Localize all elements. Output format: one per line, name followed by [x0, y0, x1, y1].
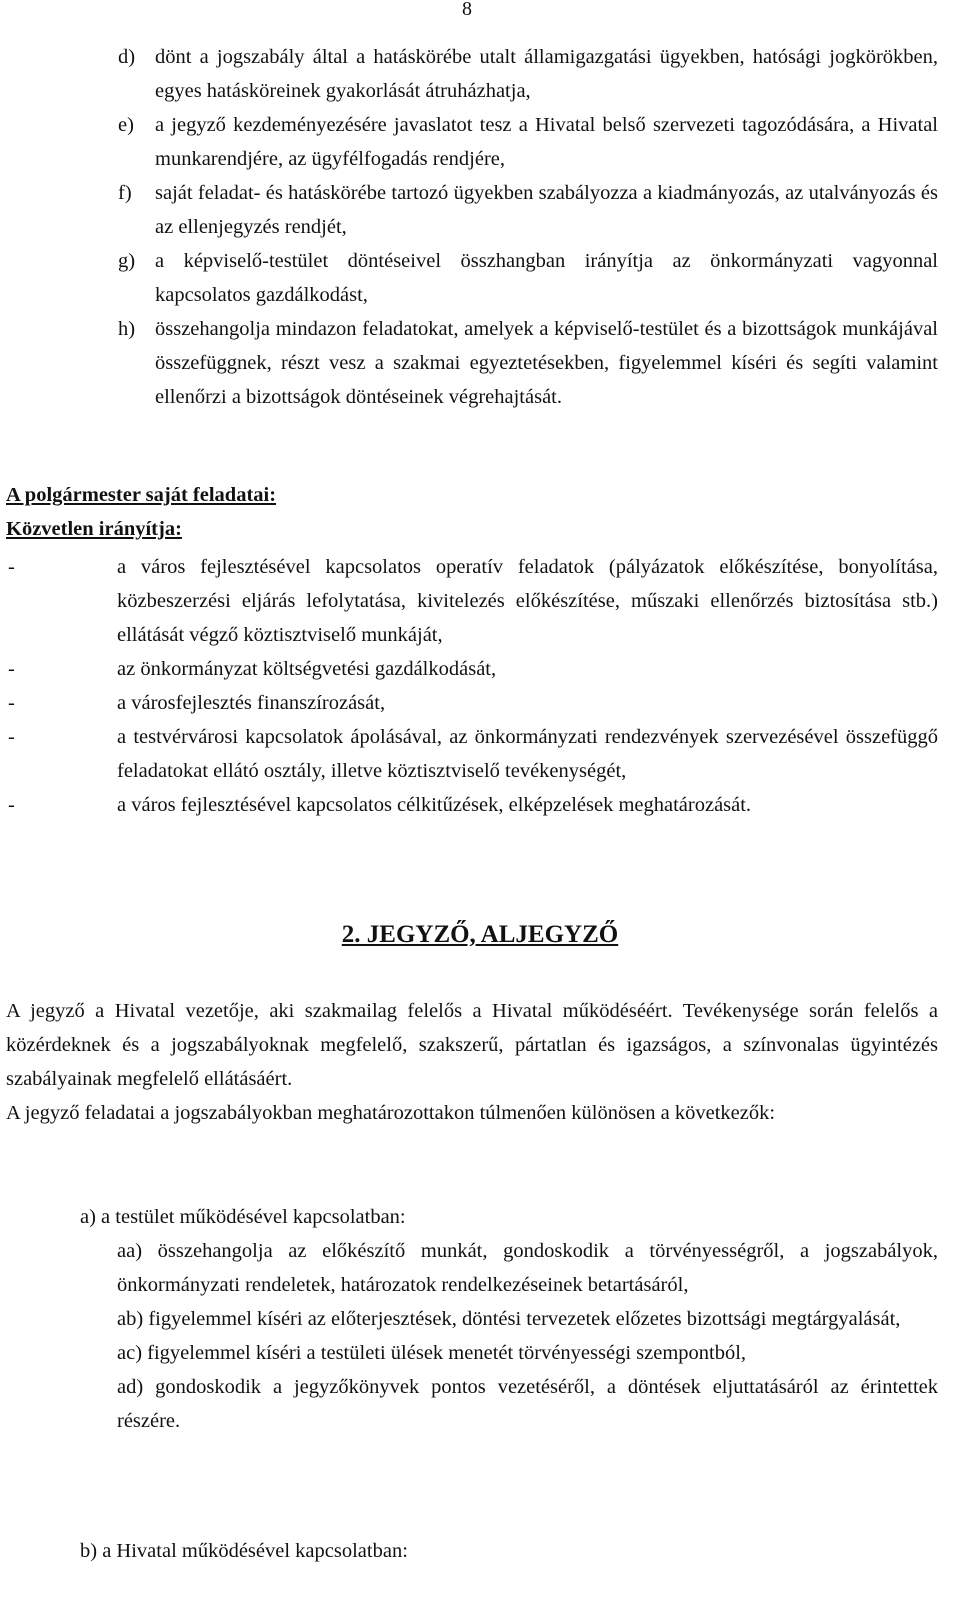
list-item	[0, 720, 960, 788]
list-item-body: összehangolja az előkészítő munkát, gondoskodik a törvényességről, a jogszabályok, önkormányzati rendeletek, határozatok rendelkezéseinek betartásáról,	[117, 1240, 939, 1296]
subsection-title: a) a testület működésével kapcsolatban:	[80, 1206, 406, 1228]
list-item-text	[117, 1342, 746, 1364]
list-item-text: az önkormányzat költségvetési gazdálkodását,	[117, 658, 497, 680]
page-number: 8	[462, 0, 472, 20]
list-item-text	[117, 1240, 938, 1296]
paragraph: A jegyző a Hivatal vezetője, aki szakmailag felelős a Hivatal működéséért. Tevékenysége során felelős a közérdeknek és a jogszabályoknak megfelelő, szakszerű, pártatlan és igazságos, a színvonalas ügyintézés szabályainak megfelelő ellátásáért.	[6, 1000, 938, 1090]
list-marker: e)	[118, 114, 134, 136]
list-item	[0, 550, 960, 652]
list-item-text: összehangolja mindazon feladatokat, amelyek a képviselő-testület és a bizottságok munkájával összefüggnek, részt vesz a szakmai egyeztetésekben, figyelemmel kíséri és segíti valamint ellenőrzi a bizottságok döntéseinek végrehajtását.	[155, 318, 938, 408]
list-item-text: a városfejlesztés finanszírozását,	[117, 692, 386, 714]
list-marker: -	[8, 726, 15, 748]
list-marker: f)	[118, 182, 132, 204]
powers-list	[0, 40, 960, 414]
list-item	[0, 244, 960, 312]
section-title: 2. JEGYZŐ, ALJEGYZŐ	[341, 921, 619, 948]
heading-own-tasks: A polgármester saját feladatai:	[6, 484, 277, 506]
list-item-text	[117, 1376, 938, 1432]
list-marker: aa)	[117, 1240, 143, 1262]
list-item-body: figyelemmel kíséri az előterjesztések, döntési tervezetek előzetes bizottsági megtárgyalását,	[148, 1308, 901, 1330]
list-item	[0, 788, 960, 822]
list-item-text: a város fejlesztésével kapcsolatos operatív feladatok (pályázatok előkészítése, bonyolítása, közbeszerzési eljárás lefolytatása, kivitelezés előkészítése, műszaki ellenőrzés biztosítása stb.) ellátását végző köztisztviselő munkáját,	[117, 556, 938, 646]
list-item-text: saját feladat- és hatáskörébe tartozó ügyekben szabályozza a kiadmányozás, az utalványozás és az ellenjegyzés rendjét,	[155, 182, 938, 238]
subsection-a	[80, 1200, 938, 1438]
list-marker: -	[8, 794, 15, 816]
list-item	[0, 686, 960, 720]
direct-control-list	[0, 550, 960, 822]
list-item-body: figyelemmel kíséri a testületi ülések menetét törvényességi szempontból,	[147, 1342, 747, 1364]
list-marker: h)	[118, 318, 136, 340]
list-marker: ad)	[117, 1376, 144, 1398]
list-item	[0, 312, 960, 414]
list-item-text: a város fejlesztésével kapcsolatos célkitűzések, elképzelések meghatározását.	[117, 794, 752, 816]
list-item	[80, 1336, 938, 1370]
list-marker: ac)	[117, 1342, 143, 1364]
list-item	[0, 652, 960, 686]
list-marker: ab)	[117, 1308, 144, 1330]
list-item-body: gondoskodik a jegyzőkönyvek pontos vezetéséről, a döntések eljuttatásáról az érintettek részére.	[117, 1376, 939, 1432]
paragraph: A jegyző feladatai a jogszabályokban meghatározottakon túlmenően különösen a következők:	[6, 1102, 776, 1124]
list-item-text	[117, 1308, 900, 1330]
list-marker: -	[8, 556, 15, 578]
heading-direct-control: Közvetlen irányítja:	[6, 518, 182, 540]
list-marker: -	[8, 692, 15, 714]
subsection-b-title: b) a Hivatal működésével kapcsolatban:	[80, 1540, 408, 1562]
list-item-text: a képviselő-testület döntéseivel összhangban irányítja az önkormányzati vagyonnal kapcsolatos gazdálkodást,	[155, 250, 938, 306]
list-item	[0, 40, 960, 108]
list-item	[80, 1234, 938, 1302]
list-item-text: a testvérvárosi kapcsolatok ápolásával, az önkormányzati rendezvények szervezésével összefüggő feladatokat ellátó osztály, illetve köztisztviselő tevékenységét,	[117, 726, 938, 782]
list-item	[80, 1370, 938, 1438]
list-item-text: a jegyző kezdeményezésére javaslatot tesz a Hivatal belső szervezeti tagozódására, a Hivatal munkarendjére, az ügyfélfogadás rendjére,	[155, 114, 938, 170]
list-marker: -	[8, 658, 15, 680]
list-item	[0, 176, 960, 244]
list-item	[80, 1302, 938, 1336]
list-marker: g)	[118, 250, 136, 272]
list-item	[0, 108, 960, 176]
list-item-text: dönt a jogszabály által a hatáskörébe utalt államigazgatási ügyekben, hatósági jogkörökben, egyes hatásköreinek gyakorlását átruházhatja,	[155, 46, 938, 102]
list-marker: d)	[118, 46, 136, 68]
